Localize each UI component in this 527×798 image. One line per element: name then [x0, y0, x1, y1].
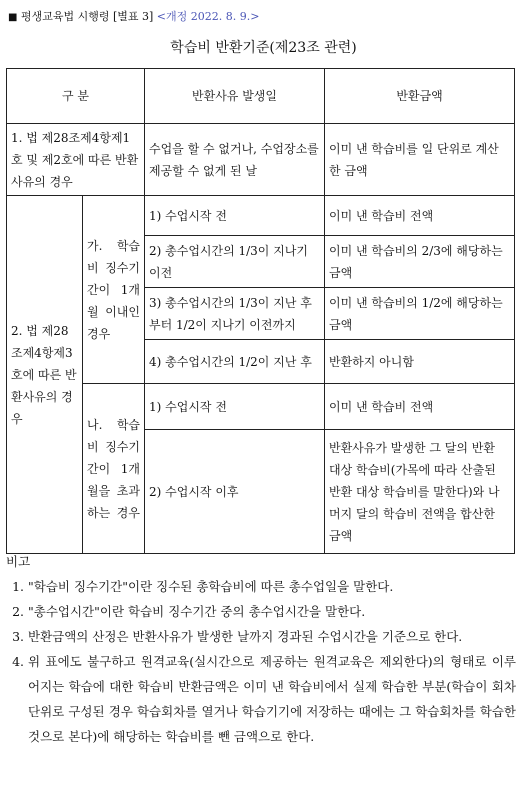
table-row	[7, 196, 515, 236]
sub-a-occurrence: 1) 수업시작 전	[145, 196, 325, 236]
row2-sub-a-label: 가. 학습비 징수기간이 1개월 이내인 경우	[83, 196, 145, 384]
sub-a-amount: 이미 낸 학습비의 1/2에 해당하는 금액	[325, 288, 515, 340]
sub-b-occurrence: 2) 수업시작 이후	[145, 430, 325, 554]
header-occurrence: 반환사유 발생일	[145, 69, 325, 124]
sub-b-occurrence: 1) 수업시작 전	[145, 384, 325, 430]
note-item: 4. 위 표에도 불구하고 원격교육(실시간으로 제공하는 원격교육은 제외한다)의 형태로 이루어지는 학습에 대한 학습비 반환금액은 이미 낸 학습비에서 실제 학습한 부분(학습이 회차 단위로 구성된 경우 학습회차를 열거나 학습기기에 저장하는 때에는 그 학습회차를 학습한 것으로 본다)에 해당하는 학습비를 뺀 금액으로 한다.	[28, 649, 516, 749]
note-item: 3. 반환금액의 산정은 반환사유가 발생한 날까지 경과된 수업시간을 기준으로 한다.	[28, 624, 516, 649]
sub-a-occurrence: 4) 총수업시간의 1/2이 지난 후	[145, 340, 325, 384]
revision-date: <개정 2022. 8. 9.>	[156, 10, 260, 23]
row2-category: 2. 법 제28조제4항제3호에 따른 반환사유의 경우	[7, 196, 83, 554]
row1-occurrence: 수업을 할 수 없거나, 수업장소를 제공할 수 없게 된 날	[145, 124, 325, 196]
sub-a-occurrence: 2) 총수업시간의 1/3이 지나기 이전	[145, 236, 325, 288]
table-row	[7, 384, 515, 430]
sub-b-amount: 반환사유가 발생한 그 달의 반환 대상 학습비(가목에 따라 산출된 반환 대상 학습비를 말한다)와 나머지 달의 학습비 전액을 합산한 금액	[325, 430, 515, 554]
table-row	[7, 124, 515, 196]
refund-table	[6, 68, 515, 554]
sub-a-amount: 이미 낸 학습비의 2/3에 해당하는 금액	[325, 236, 515, 288]
document-header	[8, 8, 259, 24]
header-amount: 반환금액	[325, 69, 515, 124]
sub-b-amount: 이미 낸 학습비 전액	[325, 384, 515, 430]
header-category: 구 분	[7, 69, 145, 124]
notes-heading: 비고	[6, 554, 31, 569]
page-title: 학습비 반환기준(제23조 관련)	[170, 40, 357, 56]
row2-sub-b-label: 나. 학습비 징수기간이 1개월을 초과하는 경우	[83, 384, 145, 554]
sub-a-amount: 반환하지 아니함	[325, 340, 515, 384]
sub-a-amount: 이미 낸 학습비 전액	[325, 196, 515, 236]
notes-section	[6, 549, 516, 749]
square-marker: ■	[8, 12, 18, 23]
row1-amount: 이미 낸 학습비를 일 단위로 계산한 금액	[325, 124, 515, 196]
note-item: 2. "총수업시간"이란 학습비 징수기간 중의 총수업시간을 말한다.	[28, 599, 516, 624]
note-item: 1. "학습비 징수기간"이란 징수된 총학습비에 따른 총수업일을 말한다.	[28, 574, 516, 599]
source-law: 평생교육법 시행령 [별표 3]	[20, 10, 154, 23]
table-header-row	[7, 69, 515, 124]
notes-list	[6, 574, 516, 749]
row1-category: 1. 법 제28조제4항제1호 및 제2호에 따른 반환사유의 경우	[7, 124, 145, 196]
sub-a-occurrence: 3) 총수업시간의 1/3이 지난 후부터 1/2이 지나기 이전까지	[145, 288, 325, 340]
